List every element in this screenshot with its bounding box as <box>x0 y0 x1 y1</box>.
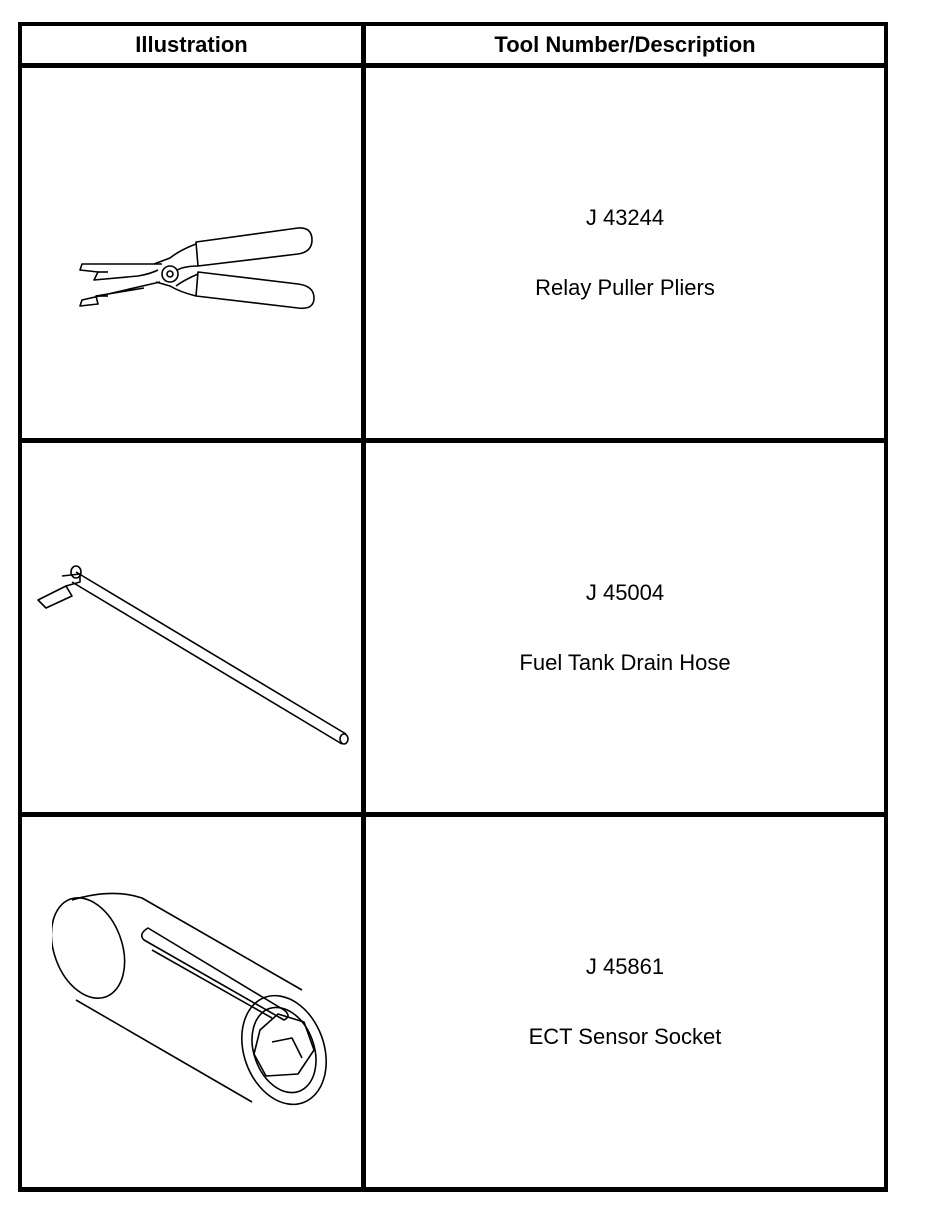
ect-sensor-socket-drawing <box>52 890 332 1118</box>
header-illustration: Illustration <box>135 32 248 57</box>
table-border-right <box>884 22 888 1192</box>
row-divider-2 <box>18 812 888 817</box>
header-tool-description: Tool Number/Description <box>494 32 756 57</box>
table-row <box>366 205 884 301</box>
tool-number: J 45861 <box>585 954 665 979</box>
table-row <box>366 580 884 676</box>
tool-description: ECT Sensor Socket <box>528 1024 722 1049</box>
table-border-left <box>18 22 22 1192</box>
tool-number: J 43244 <box>585 205 665 230</box>
tool-number: J 45004 <box>585 580 665 605</box>
tool-table <box>18 22 888 1192</box>
relay-puller-pliers-drawing <box>58 200 328 320</box>
table-row <box>366 954 884 1050</box>
row-divider-1 <box>18 438 888 443</box>
tool-description: Fuel Tank Drain Hose <box>519 650 731 675</box>
table-border-bottom <box>18 1187 888 1192</box>
fuel-tank-drain-hose-drawing <box>36 558 356 758</box>
tool-description: Relay Puller Pliers <box>535 275 715 300</box>
